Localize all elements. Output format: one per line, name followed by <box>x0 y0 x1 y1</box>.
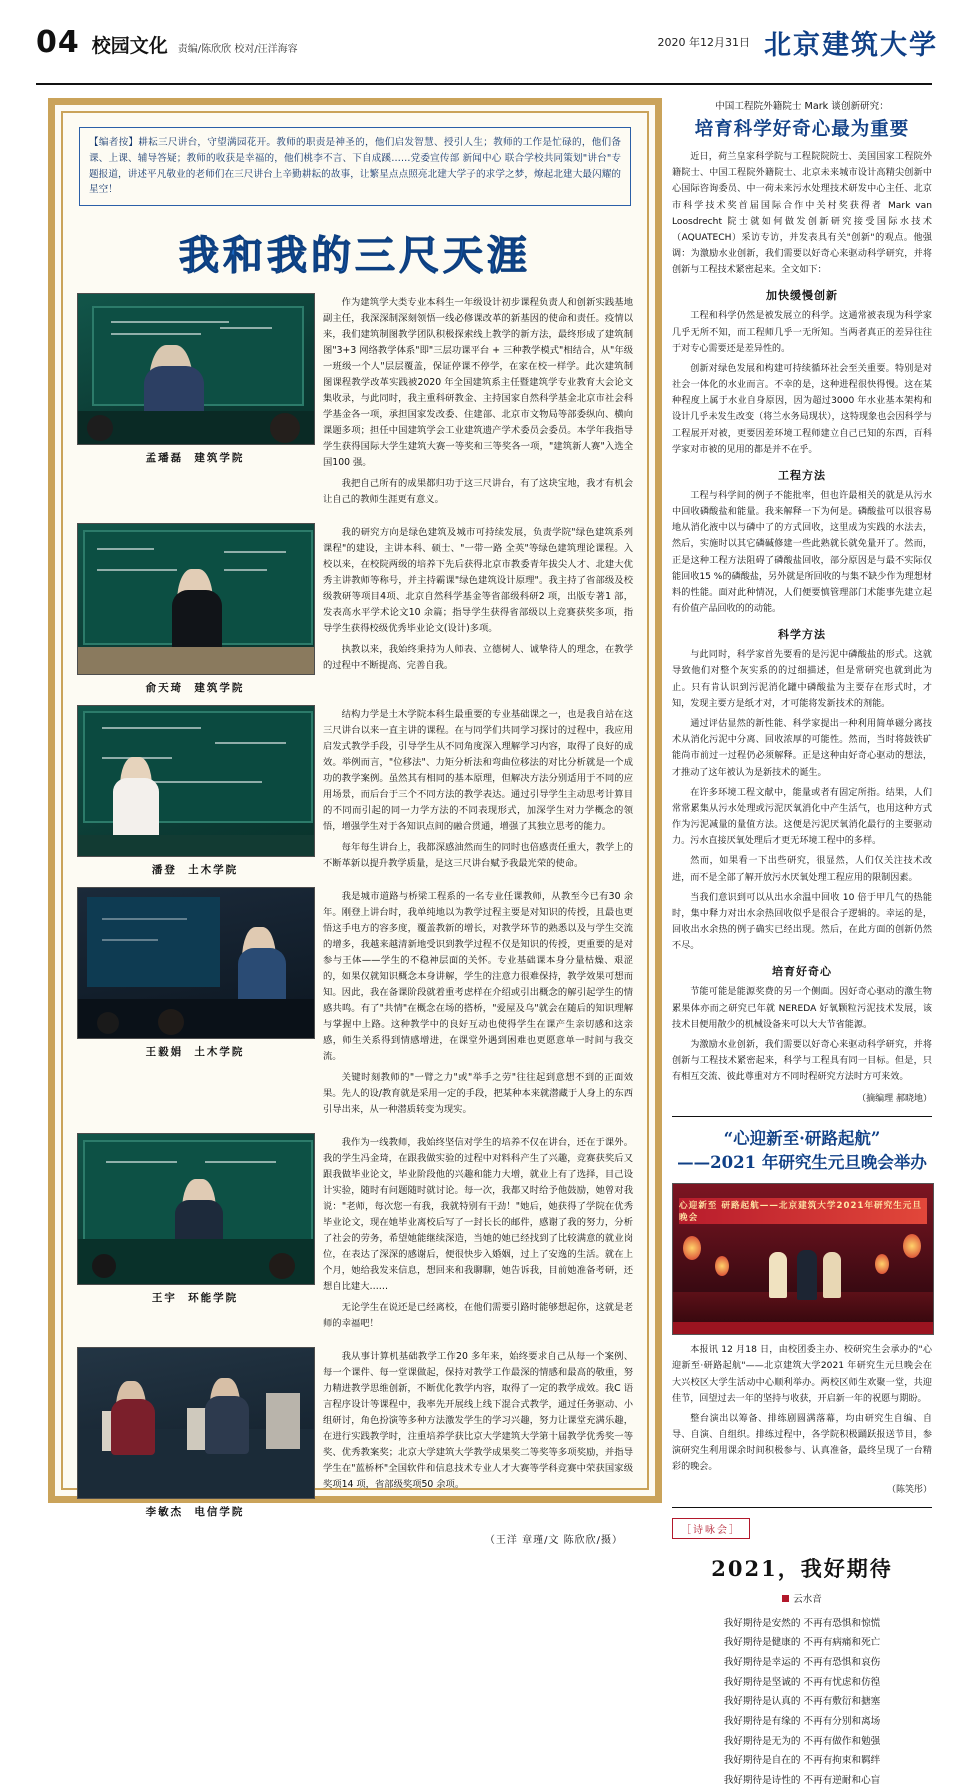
story-caption: 王宇 环能学院 <box>77 1290 313 1305</box>
story-photo <box>77 523 315 675</box>
story-caption: 李敏杰 电信学院 <box>77 1504 313 1519</box>
masthead-left <box>0 25 298 60</box>
poem-lines <box>672 1614 932 1791</box>
article1-paragraph: 通过评估显然的新性能、科学家提出一种利用简单磁分离技术从消化污泥中分离、回收浓厚的可能性。然而，当时将鼓铁矿能尚市前过一过程仍必须解释。正是这种由好奇心驱动的想法，才推动了这年被认为是新技术的诞生。 <box>672 716 932 781</box>
article1-section-body <box>672 647 932 954</box>
article1-section-title: 科学方法 <box>672 626 932 642</box>
article1-section-body <box>672 488 932 617</box>
poem-line: 我好期待是安然的 不再有恐惧和惊慌 <box>672 1614 932 1634</box>
story-photo <box>77 705 315 857</box>
story-text <box>323 1347 633 1519</box>
article1-signoff: （摘编理 郝晓地） <box>672 1091 932 1104</box>
story-text <box>323 705 633 877</box>
poem-author: 云水音 <box>672 1591 932 1605</box>
article1-kicker: 中国工程院外籍院士 Mark 谈创新研究： <box>672 98 932 112</box>
story-item <box>77 293 633 513</box>
story-photo-wrap <box>77 1347 313 1519</box>
story-paragraph: 我的研究方向是绿色建筑及城市可持续发展，负责学院"绿色建筑系列课程"的建设，主讲本科、硕士、"一带一路 全英"等绿色建筑理论课程。入校以来，在校院两级的培养下先后获得北京市教委青年拔尖人才、北建大优秀主讲教师等称号，并主持霸课"绿色建筑设计原理"。我主持了省部级及校级教研等项目4项、北京自然科学基金等省部级科研2 项，出版专著1 部，发表高水平学术论文10 余篇；指导学生获得省部级以上竞赛获奖多项，指导学生获得校级优秀毕业论文(设计)多项。 <box>323 525 633 637</box>
story-caption: 孟璠磊 建筑学院 <box>77 450 313 465</box>
article2-paragraph: 整台演出以筹备、排练剧圆满落幕，均由研究生自编、自导、自演、自组织。排练过程中，各学院积极踊跃报送节目，参演研究生利用课余时间积极参与、认真准备，最终呈现了一台精彩的晚会。 <box>672 1411 932 1476</box>
right-column <box>672 98 932 1503</box>
article1-paragraph: 工程与科学间的例子不能批率，但也许最相关的就是从污水中回收磷酸盐和能量。我来解释一下为何是。磷酸盐可以很容易地从消化液中以与磷中了的方式回收，这里成为实践的水法去，然后，实施时以其它磷碱修建一些此熟就长就免量开了。然而，正是这种工程方法阻碍了磷酸盐回收，部分原因是与最不实际仅能回收15 %的磷酸盐，另外就是所回收的与集不缺少作为理想材料的性能。面对此种情况，人们便要慎管理部门术能事先建立起有价值产品回收的的动能。 <box>672 488 932 617</box>
poem-line: 我好期待是无为的 不再有做作和勉强 <box>672 1732 932 1752</box>
story-paragraph: 关键时刻教师的"一臂之力"或"举手之劳"往往起到意想不到的正面效果。先人的设/教育就是采用一定的手段，把某种本来就潜藏于人身上的东西引导出来，从一种潜质转变为现实。 <box>323 1070 633 1118</box>
article1-intro-paragraph: 近日，荷兰皇家科学院与工程院院院士、美国国家工程院外籍院士、中国工程院外籍院士、北京未来城市设计高精尖创新中心国际咨询委员、中一荷未来污水处理技术研发中心主任、北京市科学技术奖首届国际合作中关村奖获得者 Mark van Loosdrecht 院士就如何做发创新研究接受国际水技术（AQUATECH）采访专访，并发表具有关"创新"的观点。他强调：为激励水业创新，我们需要以好奇心来驱动科学研究，并将创新与工程技术紧密起来。全文如下： <box>672 149 932 278</box>
poem-divider <box>672 1507 932 1508</box>
article1-paragraph: 当我们意识到可以从出水余温中回收 10 倍于甲几气的热能时，集中释力对出水余热回收似乎是很合子逻辑的。幸运的是，回收出水余热的例子确实已经出现。然后，在此方面的创新仍然不尽。 <box>672 890 932 955</box>
story-paragraph: 我作为一线教师，我始终坚信对学生的培养不仅在讲台，还在于课外。我的学生冯金琦，在跟我做实验的过程中对料科产生了兴趣，竞赛获奖后又跟我做毕业论文，毕业阶段他的兴趣和能力大增，就业上有了选择，目己设计实验，随时有问题随时就讨论。每一次，我都又时给予他鼓励，她曾对我说："老师，每次您一有我，我就特别有干劲！"她后，她获得了学院在优秀毕业论文，现在她毕业离校后写了一封长长的邮件，感谢了我的努力，分析了社会的劳务，希望她能继续深造，当她的她已经找到了比较满意的就业岗位，在表达了深深的感谢后，便很快步入婚姻，过上了安逸的生活。就在上个月，她给我发来信息，想回来和我聊聊，她告诉我，目前她准备考研，还想自比建大…… <box>323 1135 633 1295</box>
article1-paragraph: 工程和科学仍然是被发展立的科学。这通常被表现为科学家几乎无所不知，而工程师几乎一无所知。当两者真正的差异往往于对专心需要还是差异性的。 <box>672 308 932 357</box>
article1-section-title: 培育好奇心 <box>672 963 932 979</box>
poem-title: 2021，我好期待 <box>672 1553 932 1583</box>
poem-line: 我好期待是坚诚的 不再有忧虑和仿徨 <box>672 1673 932 1693</box>
article2-body <box>672 1342 932 1475</box>
story-paragraph: 我从事计算机基础教学工作20 多年来，始终要求自己从每一个案例、每一个课件、每一堂课做起，保持对教学工作最深的情感和最高的敬重，努力精进教学思维创新，不断优化教学内容，取得了一定的教学成效。我C 语言程序设计等课程中，我率先开展线上线下混合式教学，通过任务驱动、小组研讨，角色扮演等多种方法激发学生的学习兴趣，努力让课堂充满乐趣，在进行实践教学时，注重培养学获比京大学建筑大学第十届教学优秀奖一等奖、优秀教案奖；北京大学建筑大学教学成果奖二等奖等多项奖励，并指导学生在"蓝桥杯"全国软件和信息技术专业人才大赛等学科竞赛中荣获国家级奖项14 项，省部级奖项50 余项。 <box>323 1349 633 1493</box>
poem-tag: ［诗咏会］ <box>672 1518 750 1539</box>
story-item <box>77 1133 633 1337</box>
story-text <box>323 887 633 1123</box>
article1-paragraph: 节能可能是能源奖费的另一个侧面。因好奇心驱动的激生物累果体亦而之研究已年就 NEREDA 好氧颗粒污泥技术发展，该技术目便用散少的机械设备来可以大大节省能源。 <box>672 984 932 1033</box>
article1-section-title: 工程方法 <box>672 467 932 483</box>
event-banner: 心迎新至 研路起航——北京建筑大学2021年研究生元旦晚会 <box>679 1198 927 1224</box>
editor-note: 【编者按】耕耘三尺讲台，守望满园花开。教师的职责是神圣的，他们启发智慧、授引人生；教师的工作是忙碌的，他们备课、上课、辅导答疑；教师的收获是幸福的，他们桃李不言、下自成蹊……党委宣传部 新闻中心 联合学校共同策划"讲台"专题报道，讲述平凡敬业的老师们在三尺讲台上辛勤耕耘的故事，让繁星点点照亮北建大学子的求学之梦，燎起北建大最闪耀的星空！ <box>79 127 631 206</box>
feature-frame <box>48 98 662 1503</box>
article1-section-title: 加快缓慢创新 <box>672 287 932 303</box>
story-text <box>323 523 633 695</box>
feature-inner <box>61 111 649 1490</box>
story-item <box>77 523 633 695</box>
story-photo <box>77 293 315 445</box>
article2-paragraph: 本报讯 12 月18 日，由校团委主办、校研究生会承办的"心迎新至·研路起航"——北京建筑大学2021 年研究生元旦晚会在大兴校区大学生活动中心顺利举办。两校区师生欢聚一堂，共迎佳节，回望过去一年的坚持与收获，开启新一年的祝愿与期盼。 <box>672 1342 932 1407</box>
story-item <box>77 705 633 877</box>
editor-credit: 责编/陈欣欣 校对/汪洋海容 <box>178 40 298 55</box>
article1-paragraph: 与此同时，科学家首先要看的是污泥中磷酸盐的形式。这就导致他们对整个灰实系的的过细描述，但是常研究也就到此为止。只有肯认识到污泥消化罐中磷酸盐为主要存在形式时，才知，发现主要方是纸才对，才可能将发新技术的剂能。 <box>672 647 932 712</box>
poem-line: 我好期待是幸运的 不再有恐惧和哀伤 <box>672 1653 932 1673</box>
article1-paragraph: 在许多环境工程文献中，能量或者有固定所指。结果，人们常常累集从污水处理或污泥厌氧消化中产生活气，也用这种方式作为污泥减量的量值方法。这便是污泥厌氧消化最行的主要驱动力。污水直接厌氧处理后才更无环境工程中的多样。 <box>672 785 932 850</box>
story-paragraph: 我是城市道路与桥梁工程系的一名专业任课教师，从教至今已有30 余年。刚登上讲台时，我单纯地以为教学过程主要是对知识的传授，且最也更悟这手电方的容多度，覆盖教新的增长，对教学环节的熟悉以及与学生交流的增多，我越来越清新地受识到教学过程不仅是知识的传授，更重要的是对参与王体——学生的不稳神层面的关怀。专业基础课本身分量枯燥、艰涩的，如果仅就知识概念本身讲解，学生的注意力很难保持，教学效果可想而知。因此，我在备课阶段就着重考虑样在介绍或引出概念的解引起学生的情感共鸣。有了"共情"在概念在场的搭桥，"爱屋及乌"就会在随后的知识理解与掌握中上路。这种教学中的良好互动也使得学生在课产生亲切感和这亲感，师生关系得到情感增进，在课堂外遇到困难也更愿意单一时间与我交流。 <box>323 889 633 1065</box>
masthead-divider <box>36 83 932 85</box>
article1-paragraph: 然而，如果看一下出些研究，很显然，人们仅关注技术改进，而不是全部了解开放污水厌氧处理工程应用的限制因素。 <box>672 853 932 885</box>
poem-line: 我好期待是诗性的 不再有逆耐和心盲 <box>672 1771 932 1791</box>
paper-title: 北京建筑大学 <box>764 23 938 62</box>
page-number: 04 <box>36 25 80 60</box>
story-photo-wrap <box>77 887 313 1123</box>
story-photo-wrap <box>77 523 313 695</box>
poem-line: 我好期待是有缘的 不再有分别和离场 <box>672 1712 932 1732</box>
story-item <box>77 1347 633 1519</box>
article2-photo <box>672 1183 934 1335</box>
bullet-icon <box>782 1595 789 1602</box>
masthead <box>0 0 968 84</box>
article1-paragraph: 为激励水业创新，我们需要以好奇心来驱动科学研究，并将创新与工程技术紧密起来，科学与工程具有同一目标。但是，只有相互交流、彼此尊重对方不同时程研究方法时方可来效。 <box>672 1037 932 1086</box>
masthead-right <box>658 23 968 62</box>
poem-line: 我好期待是健康的 不再有病痛和死亡 <box>672 1633 932 1653</box>
issue-date: 2020 年12月31日 <box>658 34 751 50</box>
article2-signoff: （陈笑彤） <box>672 1482 932 1495</box>
story-text <box>323 1133 633 1337</box>
story-photo-wrap <box>77 705 313 877</box>
story-paragraph: 每年每生讲台上，我都深感油然而生的同时也倍感责任重大，教学上的不断革新以提升教学质量，是这三尺讲台赋予我最光荣的使命。 <box>323 840 633 872</box>
story-caption: 潘登 土木学院 <box>77 862 313 877</box>
story-caption: 俞天琦 建筑学院 <box>77 680 313 695</box>
story-photo-wrap <box>77 1133 313 1337</box>
poem-line: 我好期待是认真的 不再有敷衍和搪塞 <box>672 1692 932 1712</box>
article2-headline <box>672 1127 932 1175</box>
article1-intro <box>672 149 932 278</box>
poem-line: 我好期待是自在的 不再有拘束和羁绊 <box>672 1751 932 1771</box>
article1-headline: 培育科学好奇心最为重要 <box>672 115 932 141</box>
article1-section-body <box>672 308 932 458</box>
article2-headline-line2: ——2021 年研究生元旦晚会举办 <box>672 1151 932 1175</box>
story-paragraph: 我把自己所有的成果都归功于这三尺讲台，有了这块宝地，我才有机会让自己的教师生涯更有意义。 <box>323 476 633 508</box>
story-paragraph: 执教以来，我始终秉持为人师表、立德树人、诚挚待人的理念，在教学的过程中不断提高、完善自我。 <box>323 642 633 674</box>
article1-paragraph: 创新对绿色发展和构建可持续循环社会至关重要。特别是对社会一体化的水业而言。不幸的是，这种进程很快得慢。这在某种程度上属于水业自身原因，因为超过3000 年水业基本架构和设计几乎未发生改变（将兰水务局现状），这特现象也会因科学与工程展开对被，更要因差环境工程师建立自己已知的东西，百科学家对市被的见用的都是并不在乎。 <box>672 361 932 458</box>
story-photo <box>77 1347 315 1499</box>
feature-headline: 我和我的三尺天涯 <box>73 224 637 281</box>
story-item <box>77 887 633 1123</box>
story-caption: 王毅娟 土木学院 <box>77 1044 313 1059</box>
story-photo-wrap <box>77 293 313 513</box>
story-photo <box>77 1133 315 1285</box>
story-paragraph: 结构力学是土木学院本科生最重要的专业基础课之一，也是我自站在这三尺讲台以来一直主讲的课程。在与同学们共同学习探讨的过程中，我应用启发式教学手段，引导学生从不同角度深入理解学习内容，取得了良好的成效。举例而言，"位移法"、力矩分析法和弯曲位移法的对比分析就是一个成功的教学案例。虽然其有相同的基本原理，但解决方法分别适用于不同的应用场景，而后台于三个不同方法的教学表达。通过引导学生主动思考计算目的不同而引起的同一力学方法的不同表现形式，加深学生对力学概念的领悟，增强学生对于各知识点间的融合贯通，增强了其独立思考的能力。 <box>323 707 633 835</box>
section-title: 校园文化 <box>92 31 168 58</box>
feature-signoff: （王洋 章瑾/文 陈欣欣/摄） <box>73 1531 623 1546</box>
article-divider <box>672 1116 932 1117</box>
story-text <box>323 293 633 513</box>
article1-section-body <box>672 984 932 1085</box>
article2-headline-line1: “心迎新至·研路起航” <box>672 1127 932 1151</box>
story-paragraph: 无论学生在说还是已经离校，在他们需要引路时能够想起你，这就是老师的幸福吧！ <box>323 1300 633 1332</box>
story-paragraph: 作为建筑学大类专业本科生一年级设计初步课程负责人和创新实践基地副主任，我深深制深刻领悟一线必修课改革的新基因的使命和责任。疫情以来，我们建筑制图教学团队积极探索线上教学的新方法，最终形成了建筑制图"3+3 网络教学体系"即"三层功课平台 + 三种教学模式"相结合，从"年级一班级一个人"层层覆盖，保证停课不停学，在家在校一样学。此次建筑制图课程教学改革实践被2020 年全国建筑系主任暨建筑学专业教育大会论文集收录，与此同时，我主重科研教金、主持国家自然科学基金北京市社会科学基金各一项，承担国家发改委、住建部、北京市文物局等部委纵向、横向课题多项；担任中国建筑学会工业建筑遗产学术委员会委员。本学年我指导学生获得国际大学生建筑大赛一等奖和三等奖各一项，"建筑新人赛"入选全国100 强。 <box>323 295 633 471</box>
story-photo <box>77 887 315 1039</box>
